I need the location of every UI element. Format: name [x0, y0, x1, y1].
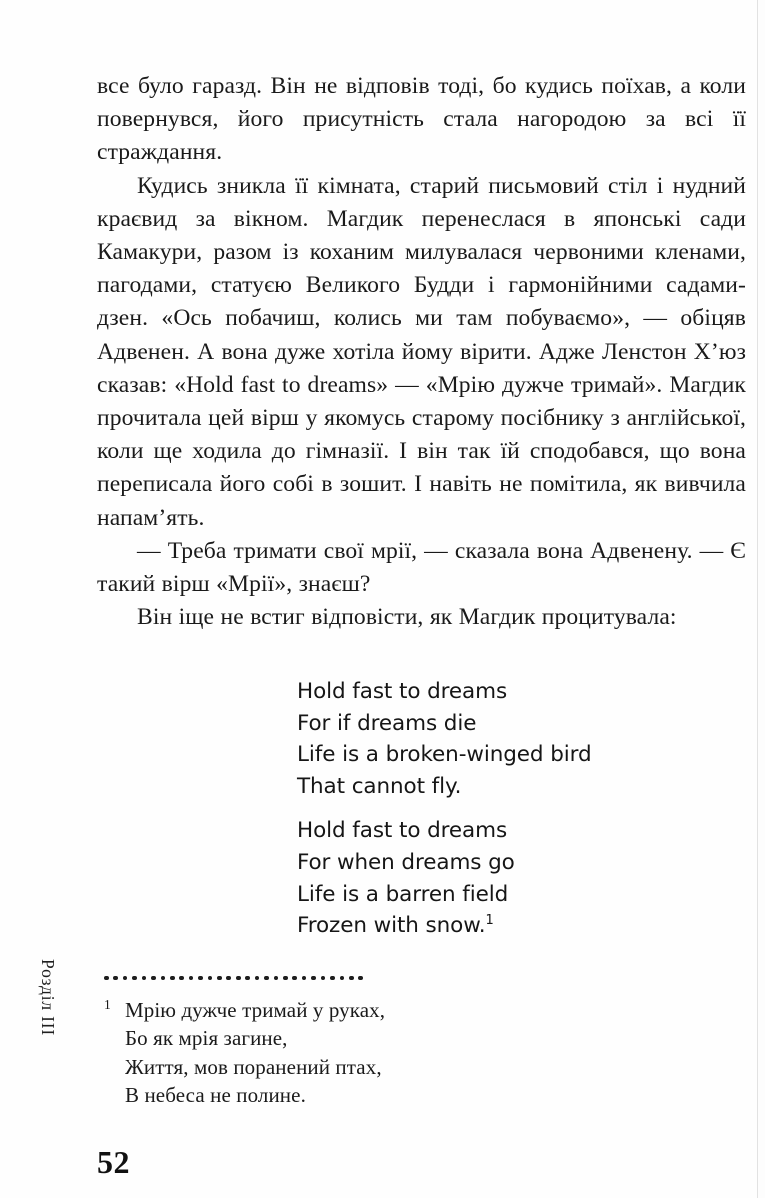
separator-dot: [340, 976, 345, 981]
footnote-verse: [104, 996, 624, 1109]
separator-dot: [264, 976, 269, 981]
footnote-number: 1: [104, 997, 111, 1012]
footnote-line: Життя, мов поранений птах,: [125, 1054, 382, 1079]
separator-dot: [311, 976, 316, 981]
footnote-line: Мрію дужче тримай у руках,: [125, 998, 386, 1022]
separator-dot: [292, 976, 297, 981]
footnote-reference-marker[interactable]: 1: [485, 913, 494, 928]
separator-dot: [151, 976, 156, 981]
poem-line: Life is a barren field: [297, 881, 509, 907]
page-number: 52: [97, 1144, 130, 1180]
separator-dot: [161, 976, 166, 981]
separator-dot: [170, 976, 175, 981]
poem-stanza-1: [297, 676, 717, 802]
page-edge-line: [757, 0, 758, 1198]
separator-dot: [274, 976, 279, 981]
poem-line: For when dreams go: [297, 849, 515, 875]
poem-line: Hold fast to dreams: [297, 818, 508, 844]
footnote-separator-dots: [104, 973, 363, 983]
separator-dot: [283, 976, 288, 981]
poem-line-text: Frozen with snow.: [297, 913, 486, 939]
separator-dot: [142, 976, 147, 981]
running-head-chapter: Розділ III: [38, 959, 58, 1037]
poem-line: Life is a broken-winged bird: [297, 742, 592, 768]
separator-dot: [302, 976, 307, 981]
separator-dot: [123, 976, 128, 981]
separator-dot: [189, 976, 194, 981]
separator-dot: [358, 976, 363, 981]
separator-dot: [208, 976, 213, 981]
separator-dot: [113, 976, 118, 981]
poem-quotation: [297, 676, 717, 942]
separator-dot: [349, 976, 354, 981]
separator-dot: [179, 976, 184, 981]
separator-dot: [330, 976, 335, 981]
poem-line: Hold fast to dreams: [297, 679, 508, 704]
separator-dot: [255, 976, 260, 981]
footnote-line: В небеса не полине.: [125, 1082, 306, 1107]
separator-dot: [245, 976, 250, 981]
paragraph-continuation: все було гаразд. Він не відповів тоді, бо кудись поїхав, а коли повернувся, його присутність стала нагородою за всі її страждання.: [97, 73, 746, 166]
paragraph-kamakura: Кудись зникла її кімната, старий письмовий стіл і нудний краєвид за вікном. Магдик перенеслася в японські сади Камакури, разом із коханим милувалася червоними кленами, пагодами, статуєю Великого Будди і гармонійними садами-дзен. «Ось побачиш, колись ми там побуваємо», — обіцяв Адвенен. А вона дуже хотіла йому вірити. Адже Ленстон Х’юз сказав: «Hold fast to dreams» — «Мрію дужче тримай». Магдик прочитала цей вірш у якомусь старому посібнику з англійської, коли ще ходила до гімназії. І він так їй сподобався, що вона переписала його собі в зошит. І навіть не помітила, як вивчила напам’ять.: [97, 172, 746, 531]
separator-dot: [104, 976, 109, 981]
paragraph-dialogue: — Треба тримати свої мрії, — сказала вона Адвенену. — Є такий вірш «Мрії», знаєш?: [97, 537, 746, 598]
poem-line: For if dreams die: [297, 710, 477, 736]
separator-dot: [217, 976, 222, 981]
body-text-column: [97, 70, 746, 634]
footnote-line: Бо як мрія загине,: [125, 1026, 288, 1051]
separator-dot: [236, 976, 241, 981]
footnote-block: [104, 996, 624, 1109]
separator-dot: [321, 976, 326, 981]
separator-dot: [226, 976, 231, 981]
separator-dot: [132, 976, 137, 981]
separator-dot: [198, 976, 203, 981]
poem-line-with-footnote: [297, 910, 717, 942]
page-edge-margin: [758, 0, 765, 1198]
paragraph-lead-in: Він іще не встиг відповісти, як Магдик процитувала:: [137, 604, 677, 631]
poem-line: That cannot fly.: [297, 773, 462, 799]
poem-stanza-2: [297, 815, 717, 941]
